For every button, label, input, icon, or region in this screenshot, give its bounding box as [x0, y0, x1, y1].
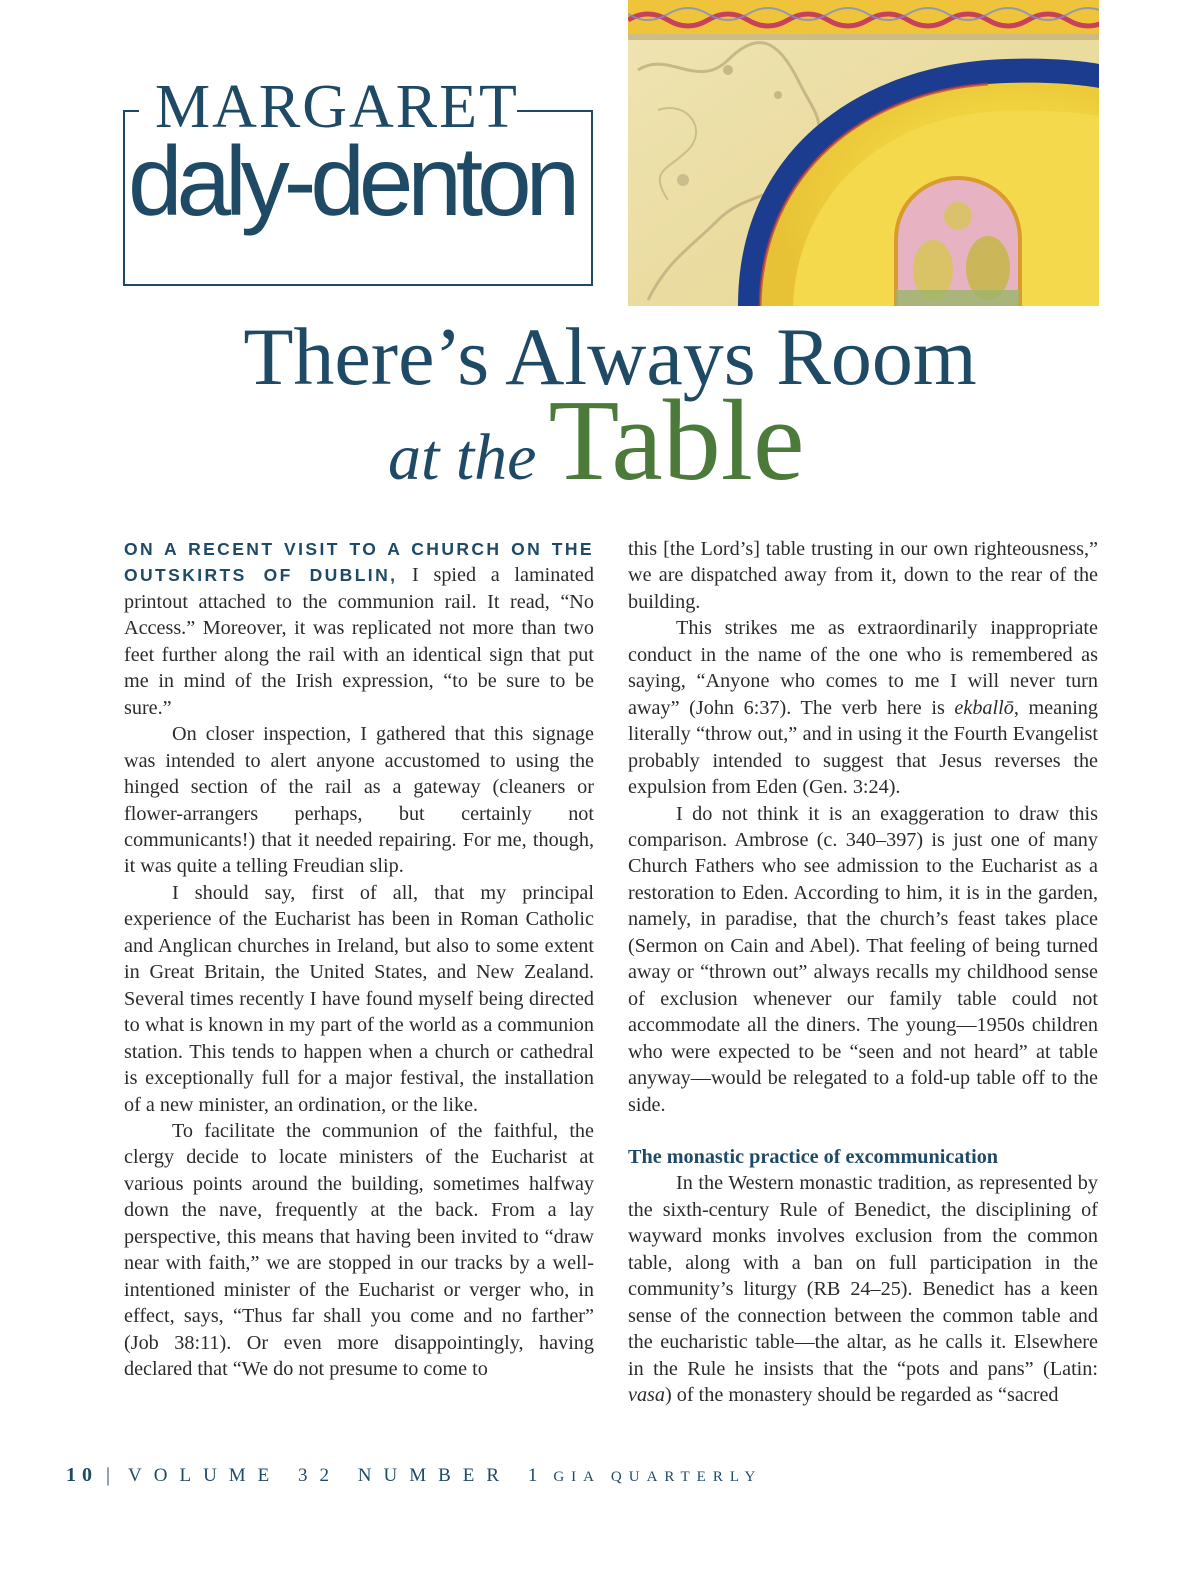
- paragraph-text: This strikes me as extraordinarily inappropriate conduct in the name of the one who is remembered as saying, “Anyone who comes to me I will never turn away” (John 6:37). The verb here is: [628, 617, 1098, 719]
- paragraph: [628, 615, 1098, 800]
- italic-term: vasa: [628, 1384, 666, 1407]
- paragraph-text: In the Western monastic tradition, as represented by the sixth-century Rule of Benedict, the disciplining of wayward monks involves exclusion from the common table, along with a ban on full participation in the community’s liturgy (RB 24–25). Benedict has a keen sense of the connection between the common table and the eucharistic table—the altar, as he calls it. Elsewhere in the Rule he insists that the “pots and pans” (Latin:: [628, 1172, 1098, 1380]
- article-column-right: [628, 536, 1098, 1409]
- paragraph: I do not think it is an exaggeration to draw this comparison. Ambrose (c. 340–397) is just one of many Church Fathers who see admission to the Eucharist as a restoration to Eden. According to him, it is in the garden, namely, in paradise, that the church’s feast takes place (Sermon on Cain and Abel). That feeling of being turned away or “thrown out” always recalls my childhood sense of exclusion whenever our family table could not accommodate all the diners. The young—1950s children who were expected to be “seen and not heard” at table anyway—would be relegated to a fold-up table off to the side.: [628, 802, 1098, 1116]
- volume-info: VOLUME 32 NUMBER 1: [128, 1465, 550, 1486]
- italic-term: ekballō: [954, 696, 1014, 719]
- paragraph: To facilitate the communion of the faithful, the clergy decide to locate ministers of the Eucharist at various points around the building, sometimes halfway down the nave, frequently at the back. From a lay perspective, this means that having been invited to “draw near with faith,” we are stopped in our tracks by a well-intentioned minister of the Eucharist or verger who, in effect, says, “Thus far shall you come and no farther” (Job 38:11). Or even more disappointingly, having declared that “We do not presume to come to: [124, 1119, 594, 1381]
- author-first-name: MARGARET: [155, 73, 519, 141]
- lead-in: ON A RECENT VISIT TO A CHURCH ON THE OUTSKIRTS OF DUBLIN,: [124, 539, 594, 586]
- title-emphasis-word: Table: [548, 377, 805, 505]
- fresco-arch-image: [628, 0, 1099, 306]
- magazine-name: GIA QUARTERLY: [553, 1469, 763, 1485]
- paragraph: On closer inspection, I gathered that this signage was intended to alert anyone accustomed to using the hinged section of the rail as a gateway (cleaners or flower-arrangers perhaps, but certainly not communicants!) that it needed repairing. For me, though, it was quite a telling Freudian slip.: [124, 723, 594, 878]
- article-column-left: [124, 536, 594, 1383]
- author-last-name: daly-denton: [128, 126, 575, 236]
- footer-separator: |: [106, 1464, 111, 1486]
- title-italic-phrase: at the: [388, 421, 537, 494]
- article-title-line1: There’s Always Room: [243, 311, 977, 402]
- paragraph: this [the Lord’s] table trusting in our own righteousness,” we are dispatched away from it, down to the rear of the building.: [628, 538, 1098, 613]
- paragraph: [628, 1170, 1098, 1408]
- page-number: 10: [66, 1464, 98, 1486]
- paragraph-text: , meaning literally “throw out,” and in using it the Fourth Evangelist probably intended to suggest that Jesus reverses the expulsion from Eden (Gen. 3:24).: [628, 696, 1098, 799]
- article-title-line2: [388, 377, 805, 505]
- paragraph-text: I spied a laminated printout attached to the communion rail. It read, “No Access.” Moreover, it was replicated not more than two feet further along the rail with an identical sign that put me in mind of the Irish expression, “to be sure to be sure.”: [124, 564, 594, 719]
- paragraph-text: ) of the monastery should be regarded as “sacred: [665, 1384, 1059, 1407]
- paragraph: I should say, first of all, that my principal experience of the Eucharist has been in Roman Catholic and Anglican churches in Ireland, but also to some extent in Great Britain, the United States, and New Zealand. Several times recently I have found myself being directed to what is known in my part of the world as a communion station. This tends to happen when a church or cathedral is exceptionally full for a major festival, the installation of a new minister, an ordination, or the like.: [124, 881, 594, 1116]
- section-heading: The monastic practice of excommunication: [628, 1145, 999, 1168]
- page-footer: [66, 1465, 762, 1485]
- paragraph: [124, 536, 594, 721]
